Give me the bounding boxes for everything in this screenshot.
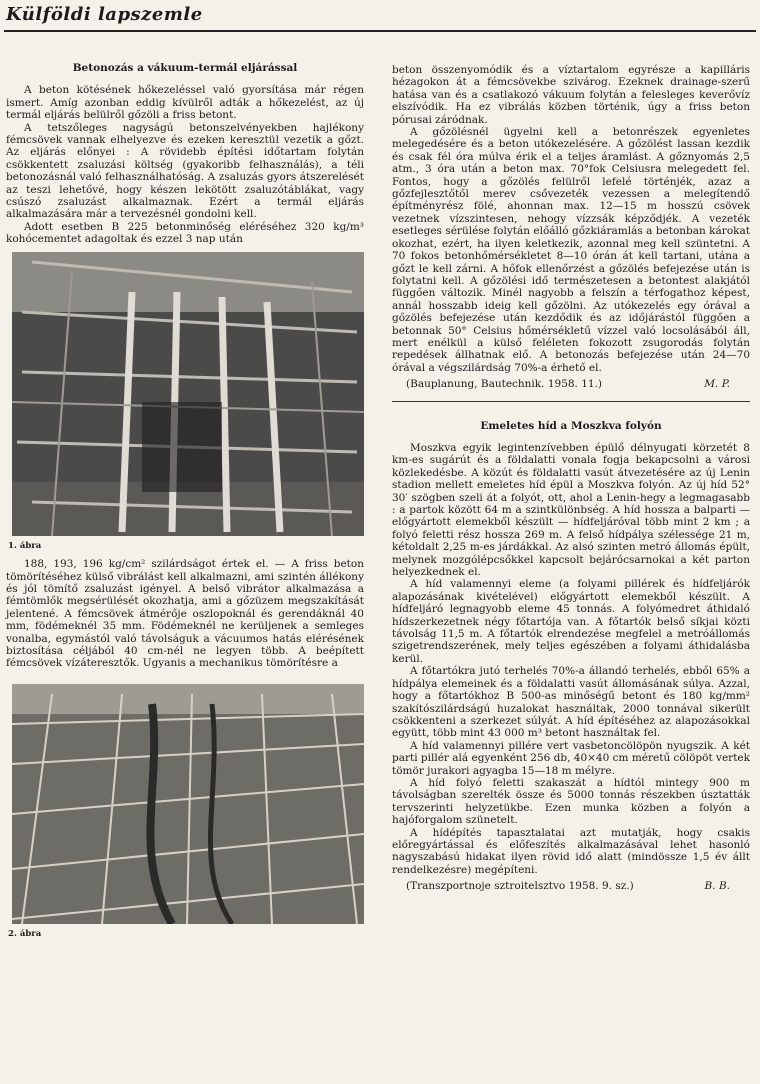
article-title: Betonozás a vákuum-termál eljárással bbox=[72, 62, 298, 74]
article-source bbox=[392, 880, 750, 892]
rebar-grid-image bbox=[12, 684, 364, 924]
right-column bbox=[392, 64, 750, 893]
author-initials: M. P. bbox=[704, 378, 730, 391]
figure-1-caption: 1. ábra bbox=[8, 540, 42, 551]
article-paragraph: 188, 193, 196 kg/cm² szilárdságot értek el. — A friss beton tömörítéséhez külső vibrálást kell alkalmazni, ami szintén állékony és jól tömítő zsaluzást igényel. A belső vibrátor alkalmazása a fémtömlők megsérülését okozhatja, ami a gőzüzem megszakítását jelentené. A fémcsövek átmérője oszlopoknál és gerendáknál 40 mm, födémeknél 35 mm. Födémeknél ne kerüljenek a semleges vonalba, egymástól való távolságuk a vácuumos hatás elérésének biztosítása céljából 40 cm-nél ne legyen több. A beépített fémcsövek vízáteresztők. Ugyanis a mechanikus tömörítésre a bbox=[6, 558, 364, 670]
article-paragraph: beton összenyomódik és a víztartalom egyrésze a kapilláris hézagokon át a fémcsövekbe szivárog. Ezeknek drainage-szerű hatása van és a csatlakozó vákuum folytán a felesleges keverővíz elszívódik. Ha ez vibrálás közben történik, úgy a friss beton pórusai záródnak. bbox=[392, 64, 750, 126]
source-citation: (Bauplanung, Bautechnik. 1958. 11.) bbox=[406, 378, 603, 391]
article-paragraph: A gőzölésnél ügyelni kell a betonrészek egyenletes melegedésére és a beton utókezelésére. A gőzölést lassan kezdik és csak fél óra múlva érik el a teljes áramlást. A gőznyomás 2,5 atm., 3 óra után a beton max. 70°fok Celsiusra melegedett fel. Fontos, hogy a gőzölés felülről lefelé történjék, azaz a gőzfejlesztőtől merev csővezeték vezessen a melegítendő építményrész fölé, ahonnan max. 12—15 m hosszú csövek vezetnek vízszintesen, nehogy vízzsák képződjék. A vezeték esetleges sérülése folytán előálló gőzkiáramlás a betonban károkat okozhat, ezért, ha ilyen keletkezik, azonnal meg kell szüntetni. A 70 fokos betonhőmérsékletet 8—10 órán át kell tartani, utána a gőzt le kell zárni. A hőfok ellenőrzést a gőzölés befejezése után is folytatni kell. A gőzölési idő természetesen a betontest alakjától függően változik. Minél nagyobb a felszín a térfogathoz képest, annál hosszabb ideig kell gőzölni. Az utókezelés egy órával a gőzölés befejezése után kezdődik és az időjárástól függően a betonnak 50° Celsius hőmérsékletű vízzel való locsolásából áll, mert enélkül a külső feléleten fokozott zsugorodás folytán repedések állhatnak elő. A betonozás befejezése után 24—70 órával a végszilárdság 70%-a érhető el. bbox=[392, 126, 750, 374]
article-source bbox=[392, 378, 750, 390]
article-paragraph: A beton kötésének hőkezeléssel való gyorsítása már régen ismert. Amíg azonban eddig kívülről adták a hőkezelést, az új termál eljárás belülről gőzöli a friss betont. bbox=[6, 84, 364, 122]
left-column bbox=[6, 38, 364, 946]
article-paragraph: A hídépítés tapasztalatai azt mutatják, hogy csakis előregyártással és előfeszítés alkalmazásával lehet hasonló nagyszabású hidakat ilyen rövid idő alatt (mindössze 1,5 év állt rendelkezésre) megépíteni. bbox=[392, 826, 750, 876]
article-divider bbox=[392, 401, 750, 402]
article-paragraph: A híd folyó feletti szakaszát a hídtól mintegy 900 m távolságban szerelték össze és 5000 tonnás részekben úsztatták tervszerinti helyzetükbe. Ezen munka közben a folyón a hajóforgalom szünetelt. bbox=[392, 776, 750, 827]
figure-2-photo bbox=[12, 684, 364, 924]
article-paragraph: A tetszőleges nagyságú betonszelvényekben hajlékony fémcsövek vannak elhelyezve és ezeken keresztül vezetik a gőzt. Az eljárás előnyei : A rövidebb építési időtartam folytán csökkentett zsaluzási költség (gyakoribb felhasználás), a téli betonozásnál való felhasználhatóság. A zsaluzás gyors átszerelését az teszi lehetővé, hogy készen lekötött zsaluzótáblákat, vagy csúszó zsaluzást alkalmaznak. Ezért a termál eljárás alkalmazására már a tervezésnél gondolni kell. bbox=[6, 121, 364, 221]
source-citation: (Transzportnoje sztroitelsztvo 1958. 9. sz.) bbox=[406, 880, 634, 893]
author-initials: B. B. bbox=[704, 880, 730, 893]
article-paragraph: Adott esetben B 225 betonminőség eléréséhez 320 kg/m³ kohócementet adagoltak és ezzel 3 nap után bbox=[6, 220, 364, 246]
article-paragraph: A főtartókra jutó terhelés 70%-a állandó terhelés, ebből 65% a hídpálya elemeinek és a földalatti vasút állomásának súlya. Azzal, hogy a főtartókhoz B 500-as minőségű betont és 180 kg/mm² szakítószilárdságú huzalokat használtak, 2000 tonnával sikerült csökkenteni a szerkezet súlyát. A híd építéséhez az alapozásokkal együtt, több mint 43 000 m³ betont használtak fel. bbox=[392, 665, 750, 740]
figure-1-photo bbox=[12, 252, 364, 536]
section-header: Külföldi lapszemle bbox=[6, 4, 203, 25]
header-rule bbox=[4, 30, 756, 32]
article-paragraph: A híd valamennyi eleme (a folyami pillérek és hídfeljárók alapozásának kivételével) előgyártott elemekből készült. A hídfeljáró legnagyobb eleme 45 tonnás. A folyómedret áthidaló hídszerkezetnek négy főtartója van. A főtartók belső síkjai közti távolság 11,5 m. A főtartók elrendezése megfelel a metróállomás szigetrendszerének, mely teljes egészében a folyami áthidalásba kerül. bbox=[392, 578, 750, 665]
article-title: Emeletes híd a Moszkva folyón bbox=[480, 419, 662, 432]
figure-2-caption: 2. ábra bbox=[8, 928, 42, 939]
article-paragraph: Moszkva egyik legintenzívebben épülő délnyugati körzetét 8 km-es sugárút és a földalatti vonala fogja bekapcsolni a városi közlekedésbe. A közút és földalatti vasút átvezetésére az új Lenin stadion mellett emeletes híd épül a Moszkva folyón. Az új híd 52° 30′ szögben szeli át a folyót, ott, ahol a Lenin-hegy a legmagasabb : a partok között 64 m a szintkülönbség. A híd hossza a balparti — előgyártott elemekből készült — hídfeljáróval több mint 2 km ; a folyó feletti rész hossza 269 m. A felső hídpálya szélessége 21 m, kétoldalt 2,25 m-es járdákkal. Az alsó szinten metró állomás épült, melynek mozgólépcsőkkel kapcsolt bejárócsarnokai a két parton helyezkednek el. bbox=[392, 441, 750, 579]
rebar-column-image bbox=[12, 252, 364, 536]
article-paragraph: A híd valamennyi pillére vert vasbetoncölöpön nyugszik. A két parti pillér alá egyenként 256 db, 40×40 cm méretű cölöpöt vertek tömör jurakori agyagba 15—18 m mélyre. bbox=[392, 739, 750, 777]
